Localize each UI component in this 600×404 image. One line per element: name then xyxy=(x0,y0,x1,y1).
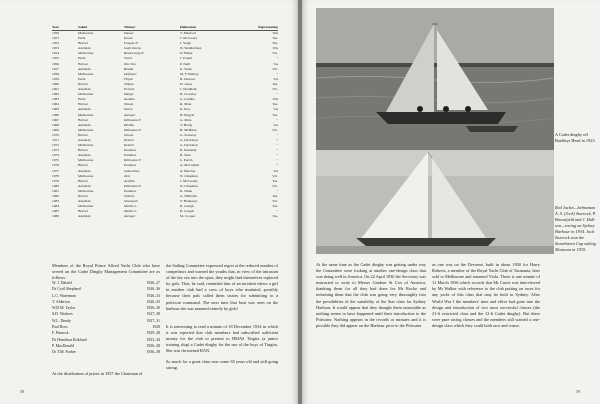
cell-representing: " xyxy=(276,71,278,76)
cell-sailed: Hobart xyxy=(78,163,88,168)
cell-year: 1957 xyxy=(52,66,59,71)
cell-winner: Mollie G xyxy=(124,209,137,214)
cell-year: 1960 xyxy=(52,81,59,86)
cell-winner: Kittiwake II xyxy=(124,127,141,132)
cell-representing: Vic. xyxy=(272,199,278,204)
cell-helmsman: R. Weir xyxy=(180,153,191,158)
cell-sailed: Perth xyxy=(78,36,86,41)
cell-sailed: Melbourne xyxy=(78,112,94,117)
cell-winner: Kestrel xyxy=(124,143,134,148)
cell-representing: WA xyxy=(272,97,278,102)
member-name: L.C. Waterman xyxy=(52,293,76,298)
cell-representing: WA xyxy=(272,31,278,35)
cell-winner: Avenger xyxy=(124,214,136,219)
member-name: T. Alderton xyxy=(52,299,70,304)
cell-helmsman: R. Kennedy xyxy=(180,148,197,153)
member-name: Dr Hamilton Kirkland xyxy=(52,337,87,342)
cell-representing: Vic. xyxy=(272,173,278,178)
cell-representing: " xyxy=(276,153,278,158)
cell-representing: Vic. xyxy=(272,51,278,56)
left-column-2-text xyxy=(166,263,278,312)
cell-representing: " xyxy=(276,92,278,97)
cell-helmsman: B. McBrien xyxy=(180,127,197,132)
cell-winner: Tulpan xyxy=(124,81,134,86)
cell-representing: Tas. xyxy=(272,194,278,198)
cell-representing: SA xyxy=(273,122,278,127)
cell-year: 1974 xyxy=(52,153,59,158)
left-page xyxy=(0,0,298,404)
cell-winner: Kittiwake II xyxy=(124,117,141,122)
cell-year: 1952 xyxy=(52,41,59,46)
cell-helmsman: J. McCready xyxy=(180,178,198,183)
cell-year: 1979 xyxy=(52,178,59,183)
table-header-row xyxy=(52,23,278,31)
cell-helmsman: P. Neill xyxy=(180,61,191,66)
cell-winner: Venom xyxy=(124,132,134,137)
cell-sailed: Hobart xyxy=(78,194,88,198)
cell-year: 1971 xyxy=(52,137,59,142)
left-column-2-para3: So much for a great class now some 65 years old and still going strong. xyxy=(166,359,278,371)
cell-year: 1959 xyxy=(52,76,59,81)
cell-sailed: Adelaide xyxy=(78,66,91,71)
cell-year: 1956 xyxy=(52,61,59,66)
member-name: Dr Cyril Shepherd xyxy=(52,287,81,292)
winners-table xyxy=(52,23,278,219)
cell-helmsman: R. Gough xyxy=(180,204,194,209)
cell-sailed: Melbourne xyxy=(78,188,94,193)
cell-year: 1954 xyxy=(52,51,59,56)
header-year: Year xyxy=(52,23,78,31)
cell-helmsman: G. Stanway xyxy=(180,132,197,137)
cell-year: 1969 xyxy=(52,127,59,132)
cell-helmsman: H. Piggott xyxy=(180,112,195,117)
cell-year: 1973 xyxy=(52,148,59,153)
cell-year: 1964 xyxy=(52,102,59,107)
cell-sailed: Adelaide xyxy=(78,199,91,204)
cell-year: 1965 xyxy=(52,107,59,112)
header-representing: Representing xyxy=(236,23,278,31)
cell-helmsman: T. Hardy xyxy=(180,122,193,127)
right-column-2-text: as one was on the Derwent, built in about 1950 for Harry Roberts, a member of the Royal Yacht Club of Tasmania, later sold to Melbourne and renamed Viola. There is one minute of 11 March 1936 which records that Mr Curtis was interviewed by Mr Walker with reference to the club putting on races for any yacht of this class that may be built in Sydney. After World War I the members' time and effort had gone into the design and introduction of two most successful classes (the 21-ft restricted class and the 12-ft Cadet dinghy). But these were pure racing classes and the members still wanted a one-design class which they could both race and cruise. xyxy=(432,262,540,328)
cell-representing: Vic. xyxy=(272,87,278,92)
cell-year: 1985 xyxy=(52,209,59,214)
cell-representing: Tas. xyxy=(272,102,278,107)
cell-winner: Pandora xyxy=(124,163,137,168)
cell-sailed: Adelaide xyxy=(78,46,91,51)
cell-year: 1953 xyxy=(52,46,59,51)
member-name: S.D. Wothers xyxy=(52,312,73,317)
cell-winner: Aeolian xyxy=(124,97,135,102)
cell-year: 1955 xyxy=(52,56,59,61)
cell-representing: Tas. xyxy=(272,81,278,86)
cell-sailed: Melbourne xyxy=(78,158,94,163)
cell-representing: WA xyxy=(272,46,278,51)
cell-year: 1980 xyxy=(52,183,59,188)
cell-year: 1981 xyxy=(52,188,59,193)
cell-helmsman: G. Davidson xyxy=(180,143,198,148)
cell-winner: Defiance xyxy=(124,71,137,76)
cell-sailed: Melbourne xyxy=(78,143,94,148)
cell-year: 1967 xyxy=(52,117,59,122)
cell-representing: " xyxy=(276,143,278,148)
cell-year: 1983 xyxy=(52,199,59,204)
cell-representing: Tas. xyxy=(272,36,278,41)
cell-winner: Lady Donny xyxy=(124,46,142,51)
cell-sailed: Hobart xyxy=(78,132,88,137)
cell-winner: Fragile II xyxy=(124,41,138,46)
cell-sailed: Adelaide xyxy=(78,137,91,142)
cell-winner: Margo xyxy=(124,92,134,97)
cell-representing: " xyxy=(276,209,278,214)
cell-year: 1951 xyxy=(52,36,59,41)
cell-sailed: Adelaide xyxy=(78,214,91,219)
cell-winner: Sydecation xyxy=(124,168,140,173)
cell-helmsman: L. Perrin xyxy=(180,158,193,163)
cell-year: 1966 xyxy=(52,112,59,117)
cell-representing: Tas. xyxy=(272,178,278,183)
cell-representing: Tas. xyxy=(272,214,278,219)
cell-year: 1970 xyxy=(52,132,59,137)
cell-helmsman: J. Needham xyxy=(180,87,197,92)
cell-winner: Herida xyxy=(124,122,134,127)
cell-representing: " xyxy=(276,148,278,153)
member-years: 1929–38 xyxy=(146,331,160,336)
cell-sailed: Melbourne xyxy=(78,71,94,76)
left-column-2-para1: the Sailing Committee expressed regret at the reduced number of competitors and warned the youths that, in view of the intrusion of the fair sex into the sport, they might find themselves replaced by girls. That, he said, reminded him of an incident where a girl in another club had a crew of boys who mutinied, possibly because their pals called them sissies for submitting to a petticoat command. The next time that boat was seen on the harbour she was manned entirely by girls! xyxy=(166,263,278,311)
cell-winner: Kittiwake II xyxy=(124,158,141,163)
cell-winner: Savannah xyxy=(124,199,138,204)
cell-representing: Tas. xyxy=(272,112,278,117)
member-name: F. Pinnock xyxy=(52,331,69,336)
cell-year: 1958 xyxy=(52,71,59,76)
cell-sailed: Adelaide xyxy=(78,183,91,188)
cell-helmsman: R. Male xyxy=(180,102,192,107)
cell-sailed: Adelaide xyxy=(78,122,91,127)
cell-sailed: Melbourne xyxy=(78,92,94,97)
cell-year: 1977 xyxy=(52,168,59,173)
cell-sailed: Melbourne xyxy=(78,173,94,178)
committee-member-list xyxy=(52,280,160,356)
cell-helmsman: N. Chapman xyxy=(180,173,198,178)
cell-representing: Tas. xyxy=(272,41,278,46)
cell-winner: Victor xyxy=(124,56,133,61)
cell-representing: " xyxy=(276,158,278,163)
cell-sailed: Perth xyxy=(78,56,86,61)
cell-year: 1961 xyxy=(52,87,59,92)
cell-year: 1975 xyxy=(52,158,59,163)
cell-helmsman: A. McCaskill xyxy=(180,163,199,168)
cell-representing: " xyxy=(276,56,278,61)
cell-year: 1963 xyxy=(52,97,59,102)
cell-representing: Vic. xyxy=(272,66,278,71)
cell-representing: Vic. xyxy=(272,183,278,188)
cell-year: 1976 xyxy=(52,163,59,168)
cell-year: 1986 xyxy=(52,214,59,219)
member-name: Paul Ross xyxy=(52,325,68,330)
cell-helmsman: J. McCreary xyxy=(180,36,198,41)
cell-representing: " xyxy=(276,137,278,142)
member-years: 1928 xyxy=(152,325,160,330)
member-years: 1926–36 xyxy=(146,287,160,292)
cell-helmsman: B. Deacon xyxy=(180,76,195,81)
cell-winner: Danae xyxy=(124,31,134,35)
photo-red-jacket-1934 xyxy=(316,150,554,254)
cell-helmsman: K. Roy xyxy=(180,107,191,112)
cell-year: 1950 xyxy=(52,31,59,35)
cell-sailed: Hobart xyxy=(78,209,88,214)
winners-table-body xyxy=(52,31,278,220)
cell-helmsman: D. Wedderburn xyxy=(180,46,202,51)
cell-sailed: Hobart xyxy=(78,178,88,183)
cell-representing: SA xyxy=(273,107,278,112)
cell-sailed: Hobart xyxy=(78,102,88,107)
cell-helmsman: M. F. Buttrey xyxy=(180,71,199,76)
cell-sailed: Adelaide xyxy=(78,87,91,92)
cell-sailed: Adelaide xyxy=(78,107,91,112)
cell-winner: Pandora xyxy=(124,188,137,193)
caption-red-jacket: Red Jacket—helmsman A. S. (Jock) Sturrock, P. Brownfield and J. Hall-son—racing on Sydney Harbour in 1934. Jock Sturrock won the Stonehaven Cup sailing Monsoon in 1935. xyxy=(555,205,596,252)
photo-cadet-dinghy-1923 xyxy=(316,8,554,150)
cell-sailed: Hobart xyxy=(78,117,88,122)
page-number-left: 58 xyxy=(20,389,24,394)
member-years: 1926–27 xyxy=(146,281,160,285)
cell-representing: SA xyxy=(273,61,278,66)
member-years: 1926–33 xyxy=(146,293,160,298)
cell-year: 1968 xyxy=(52,122,59,127)
cell-representing: Vic. xyxy=(272,127,278,132)
cell-helmsman: R. Shine xyxy=(180,188,193,193)
cell-winner: Mollie G xyxy=(124,204,137,209)
cell-helmsman: M. Cooper xyxy=(180,214,196,219)
header-sailed: Sailed xyxy=(78,23,124,31)
member-years: 1927–38 xyxy=(146,312,160,317)
cell-winner: Boomerang II xyxy=(124,51,144,56)
member-name: P. MacDonald xyxy=(52,343,75,348)
cell-winner: Aeolian xyxy=(124,178,135,183)
member-years: 1926–33 xyxy=(146,299,160,304)
cell-year: 1962 xyxy=(52,92,59,97)
cell-helmsman: G. Davidson xyxy=(180,137,198,142)
member-name: Dr T.M. Furber xyxy=(52,350,76,355)
cell-sailed: Hobart xyxy=(78,61,88,66)
member-years: 1936–38 xyxy=(146,343,160,348)
cell-year: 1978 xyxy=(52,173,59,178)
cell-representing: SA xyxy=(273,168,278,173)
left-column-2-para2: It is interesting to read a minute of 18 December 1934 in which it was reported that club members had subscribed sufficient money for the club to present to HMAS Tingira (a junior training ship) a Cadet dinghy for the use of the boys of Tingira. She was christened RAN. xyxy=(166,324,278,354)
cell-helmsman: T. Manford xyxy=(180,31,196,35)
page-number-right: 59 xyxy=(576,389,580,394)
cell-helmsman: G. Williams xyxy=(180,194,197,198)
cell-year: 1972 xyxy=(52,143,59,148)
cell-year: 1984 xyxy=(52,204,59,209)
cell-winner: Volante xyxy=(124,194,135,198)
cell-sailed: Adelaide xyxy=(78,168,91,173)
member-years: 1933–34 xyxy=(146,337,160,342)
cell-helmsman: K. Stark xyxy=(180,66,192,71)
cell-helmsman: J. Pound xyxy=(180,56,193,61)
cell-winner: Noe Too xyxy=(124,61,136,66)
cell-helmsman: G. Male xyxy=(180,117,192,122)
cell-representing: " xyxy=(276,132,278,137)
cell-representing: " xyxy=(276,188,278,193)
cell-winner: Zest xyxy=(124,173,130,178)
cell-helmsman: D. Jones xyxy=(180,81,193,86)
member-years: 1936–38 xyxy=(146,350,160,355)
header-helmsman: Helmsman xyxy=(180,23,236,31)
closing-left-text: At the distribution of prizes in 1937 the Chairman of xyxy=(52,371,143,376)
cell-winner: Koala xyxy=(124,36,133,41)
cell-helmsman: R. Gough xyxy=(180,209,194,214)
cell-sailed: Hobart xyxy=(78,41,88,46)
table-row xyxy=(52,214,278,219)
cell-winner: Kittiwake II xyxy=(124,183,141,188)
cell-sailed: Melbourne xyxy=(78,31,94,35)
right-column-1-text: At the same time as the Cadet dinghy was getting under way the Committee were looking at another one-design class that was doing well in America. On 22 April 1930 the Secretary was instructed to write to Messrs Gardner & Cox of America, thanking them for all they had done for Mr Rocke and informing them that the club was going very thoroughly into the possibilities of the suitability of the Star class for Sydney Harbour. It would appear that they thought them unsuitable as nothing seems to have happened until their introduction to the Pittwater. Nothing appears in the records or minutes and it is possible they did appear on the Harbour prior to the Pittwater xyxy=(316,262,426,328)
cell-representing: " xyxy=(276,163,278,168)
right-page xyxy=(302,0,600,404)
cell-sailed: Melbourne xyxy=(78,51,94,56)
cell-winner: Everest xyxy=(124,87,135,92)
cell-representing: SA xyxy=(273,76,278,81)
cell-winner: Storm xyxy=(124,107,133,112)
cell-year: 1982 xyxy=(52,194,59,198)
cell-winner: Rhoda xyxy=(124,66,134,71)
cell-sailed: Melbourne xyxy=(78,127,94,132)
cell-sailed: Melbourne xyxy=(78,204,94,209)
cell-representing: " xyxy=(276,117,278,122)
member-name: W. J. Dalziel xyxy=(52,281,72,285)
member-name: W.L. Dendy xyxy=(52,318,71,323)
cell-helmsman: A. Burcher xyxy=(180,168,196,173)
cell-winner: Venom xyxy=(124,102,134,107)
cell-sailed: Hobart xyxy=(78,81,88,86)
cell-representing: Tas. xyxy=(272,204,278,209)
cell-sailed: Hobart xyxy=(78,148,88,153)
cell-winner: Kestrel xyxy=(124,137,134,142)
cell-sailed: Perth xyxy=(78,97,86,102)
list-item xyxy=(52,349,160,355)
cell-sailed: Adelaide xyxy=(78,153,91,158)
cell-helmsman: T. Hennessy xyxy=(180,199,198,204)
cell-helmsman: G. Grubbe xyxy=(180,97,195,102)
cell-helmsman: N. Baker xyxy=(180,51,193,56)
member-years: 1927–31 xyxy=(146,318,160,323)
cell-helmsman: N. Chapman xyxy=(180,183,198,188)
caption-1923-photo: A Cadet dinghy off Bradleys Head in 1923. xyxy=(555,132,596,143)
committee-intro: Members of the Royal Prince Alfred Yacht Club who have served on the Cadet Dinghy Management Committee are as follows: xyxy=(52,263,160,281)
cell-winner: Avenger xyxy=(124,112,136,117)
header-winner: Winner xyxy=(124,23,180,31)
cell-winner: Pandora xyxy=(124,153,137,158)
cell-helmsman: B. Crossley xyxy=(180,92,197,97)
cell-winner: Flight xyxy=(124,76,133,81)
member-years: 1926–30 xyxy=(146,306,160,311)
cell-helmsman: J. Stapp xyxy=(180,41,192,46)
cell-sailed: Perth xyxy=(78,76,86,81)
cell-winner: Pandora xyxy=(124,148,137,153)
member-name: W.D.M. Taylor xyxy=(52,306,76,311)
